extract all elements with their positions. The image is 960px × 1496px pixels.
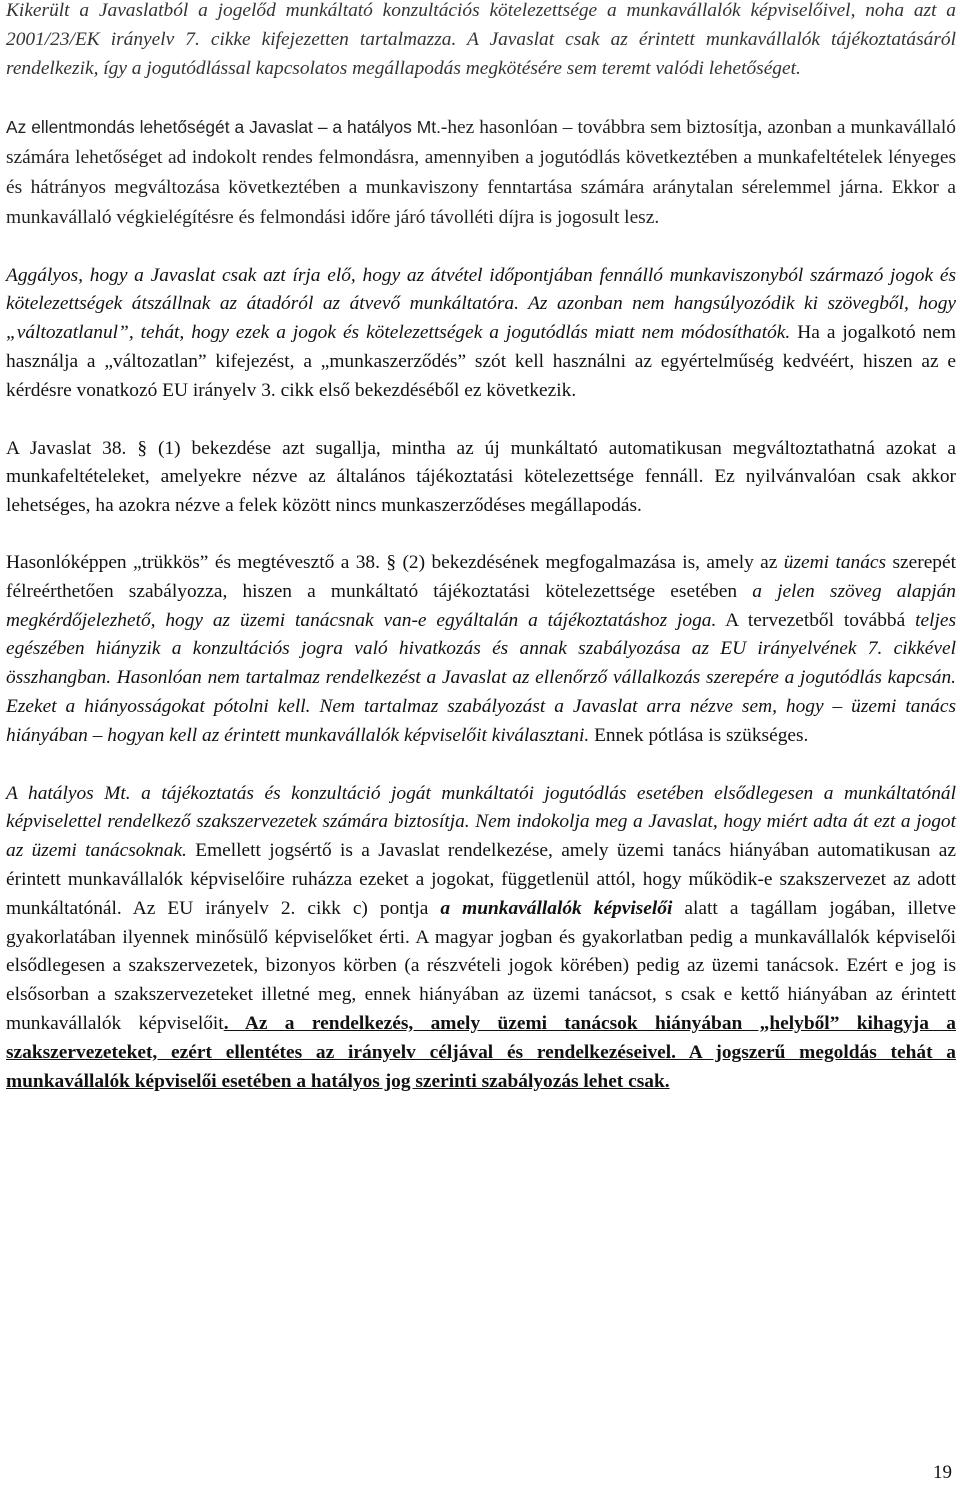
paragraph-6-d: a munkavállalók képviselői [440, 897, 673, 919]
paragraph-5-c: szerepét félreérthetően szabályozza, hiszen a munkáltató tájékoztatási kötelezettsége esetében [6, 551, 956, 602]
paragraph-3 [6, 262, 956, 406]
paragraph-2-lead: Az ellentmondás lehetőségét a Javaslat – a hatályos Mt. [6, 117, 441, 138]
paragraph-5-a: Hasonlóképpen „trükkös” és megtévesztő a 38. § (2) bekezdésének megfogalmazása is, amely az [6, 551, 784, 573]
paragraph-6-c: Az EU irányelv 2. cikk c) pontja [121, 897, 441, 919]
paragraph-3-rest: Ha a jogalkotó nem használja a „változatlan” kifejezést, a „munkaszerződés” szót kell használni az egyértelműség kedvéért, hiszen az e kérdésre vonatkozó EU irányelv 3. cikk első bekezdéséből ez következik. [6, 322, 956, 401]
paragraph-3-italic: Aggályos, hogy a Javaslat csak azt írja elő, hogy az átvétel időpontjában fennálló munkaviszonyból származó jogok és kötelezettségek átszállnak az átadóról az átvevő munkáltatóra. Az azonban nem hangsúlyozódik ki szövegből, hogy „változatlanul”, tehát, hogy ezek a jogok és kötelezettségek a jogutódlás miatt nem módosíthatók. [6, 264, 956, 344]
page-number: 19 [933, 1462, 952, 1483]
paragraph-5 [6, 549, 956, 751]
paragraph-5-d: a jelen szöveg alapján megkérdőjelezhető, hogy az üzemi tanácsnak van-e egyáltalán a tájékoztatáshoz joga. [6, 580, 956, 631]
paragraph-6-a: A hatályos Mt. a tájékoztatás és konzultáció jogát munkáltatói jogutódlás esetében elsődlegesen a munkáltatónál képviselettel rendelkező szakszervezetek számára biztosítja. Nem indokolja meg a Javaslat, hogy miért adta át ezt a jogot az üzemi tanácsoknak. [6, 782, 956, 862]
paragraph-5-e: A tervezetből továbbá [716, 609, 916, 631]
paragraph-5-f: teljes egészében hiányzik a konzultációs jogra való hivatkozás és annak szabályozása az EU irányelvének 7. cikkével összhangban. Hasonlóan nem tartalmaz rendelkezést a Javaslat az ellenőrző vállalkozás szerepére a jogutódlás kapcsán. Ezeket a hiányosságokat pótolni kell. Nem tartalmaz szabályozást a Javaslat arra nézve sem, hogy – üzemi tanács hiányában – hogyan kell az érintett munkavállalók képviselőit kiválasztani. [6, 609, 956, 746]
paragraph-2-rest: -hez hasonlóan – továbbra sem biztosítja, azonban a munkavállaló számára lehetőséget ad indokolt rendes felmondásra, amennyiben a jogutódlás következtében a munkafeltételek lényeges és hátrányos megváltozása következtében a munkaviszony fenntartása számára aránytalan sérelemmel járna. Ekkor a munkavállaló végkielégítésre és felmondási időre járó távolléti díjra is jogosult lesz. [6, 117, 956, 228]
paragraph-5-g: Ennek pótlása is szükséges. [589, 724, 809, 746]
paragraph-4 [6, 435, 956, 521]
paragraph-6-b: Emellett jogsértő is a Javaslat rendelkezése, amely üzemi tanács hiányában automatikusan az érintett munkavállalók képviselőire ruházza ezeket a jogokat, függetlenül attól, hogy működik-e szakszervezet az adott munkáltatónál. [6, 840, 957, 919]
document-page [6, 0, 956, 1096]
paragraph-6-f: . Az a rendelkezés, amely üzemi tanácsok hiányában „helyből” kihagyja a szakszervezeteket, ezért ellentétes az irányelv céljával és rendelkezéseivel. A jogszerű megoldás tehát a munkavállalók képviselői esetében a hatályos jog szerinti szabályozás lehet csak. [6, 1012, 956, 1092]
paragraph-2 [6, 113, 956, 232]
paragraph-6-e: alatt a tagállam jogában, illetve gyakorlatában ilyennek minősülő képviselőket érti. A magyar jogban és gyakorlatban pedig a munkavállalók képviselői elsődlegesen a szakszervezetek, bizonyos körben (a részvételi jogok körében) pedig az üzemi tanácsok. Ezért e jog is elsősorban a szakszervezeteket illetné meg, ennek hiányában az üzemi tanácsot, s csak e kettő hiányában az érintett munkavállalók képviselőit [6, 897, 956, 1034]
paragraph-6 [6, 780, 956, 1097]
paragraph-1 [6, 0, 956, 83]
paragraph-4-text: A Javaslat 38. § (1) bekezdése azt sugallja, mintha az új munkáltató automatikusan megváltoztathatná azokat a munkafeltételeket, amelyekre nézve az általános tájékoztatási kötelezettsége fennáll. Ez nyilvánvalóan csak akkor lehetséges, ha azokra nézve a felek között nincs munkaszerződéses megállapodás. [6, 437, 956, 517]
paragraph-1-text: Kikerült a Javaslatból a jogelőd munkáltató konzultációs kötelezettsége a munkavállalók képviselőivel, noha azt a 2001/23/EK irányelv 7. cikke kifejezetten tartalmazza. A Javaslat csak az érintett munkavállalók tájékoztatásáról rendelkezik, így a jogutódlással kapcsolatos megállapodás megkötésére sem teremt valódi lehetőséget. [6, 0, 956, 79]
paragraph-5-b: üzemi tanács [783, 551, 887, 573]
